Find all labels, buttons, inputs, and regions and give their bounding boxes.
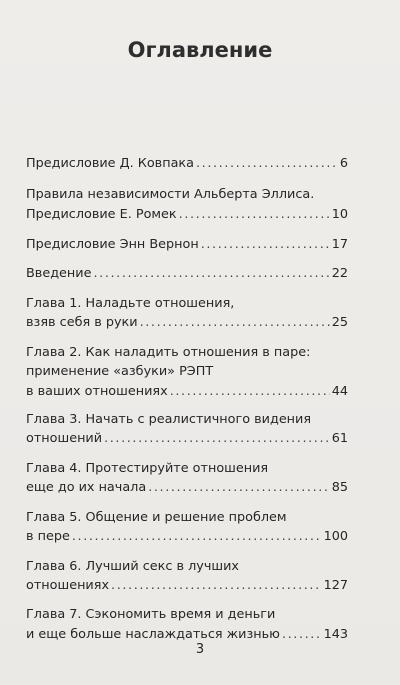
toc-entry	[26, 154, 348, 173]
toc-entry-leader-row	[26, 235, 348, 254]
toc-entry	[26, 605, 348, 644]
toc-entry-title-line: Глава 5. Общение и решение проблем	[26, 509, 287, 525]
toc-entry-leader-row	[26, 154, 348, 173]
toc-entry-title-line: отношениях	[26, 577, 110, 593]
page-title: Оглавление	[127, 38, 273, 62]
toc-entry-title-line: Глава 7. Сэкономить время и деньги	[26, 607, 276, 623]
toc-entry-leader-row	[26, 527, 348, 546]
toc-page-number: 10	[331, 206, 348, 222]
toc-entry-leader-row	[26, 205, 348, 224]
toc-entry	[26, 343, 348, 401]
dot-leader	[111, 576, 322, 595]
toc-entry	[26, 410, 348, 449]
toc-page-number: 17	[331, 237, 348, 253]
dot-leader	[201, 235, 330, 254]
toc-entry-title-line: взяв себя в руки	[26, 315, 138, 331]
toc-entry-title-line: Правила независимости Альберта Эллиса.	[26, 187, 315, 203]
toc-entry-leader-row	[26, 264, 348, 283]
toc-entry-title-line: отношений	[26, 431, 103, 447]
toc-entry	[26, 508, 348, 547]
toc-entry-title-line: в ваших отношениях	[26, 383, 168, 399]
dot-leader	[148, 478, 330, 497]
toc-entry-title-line: Глава 4. Протестируйте отношения	[26, 460, 269, 476]
toc-entry-title-line: Введение	[26, 265, 92, 281]
toc-entry-title-line: еще до их начала	[26, 480, 147, 496]
toc-entry-title-line: Глава 6. Лучший секс в лучших	[26, 558, 239, 574]
toc-entry-title-line: Глава 1. Наладьте отношения,	[26, 296, 235, 312]
toc-entry-title-line: Предисловие Энн Вернон	[26, 237, 199, 253]
toc-entry-title-line: применение «азбуки» РЭПТ	[26, 364, 214, 380]
toc-entry	[26, 459, 348, 498]
toc-entry	[26, 264, 348, 283]
toc-entry-title-line: Предисловие Д. Ковпака	[26, 156, 194, 171]
toc-page-number: 61	[331, 431, 348, 447]
toc-entry-leader-row	[26, 576, 348, 595]
toc-entry-title-line: в пере	[26, 529, 70, 545]
toc-page-number: 6	[339, 156, 348, 171]
toc-entry-leader-row	[26, 382, 348, 401]
toc-page-number: 44	[331, 383, 348, 399]
toc-page-number: 143	[323, 626, 348, 642]
toc-entry-title-line: Глава 2. Как наладить отношения в паре:	[26, 344, 311, 360]
toc-page-number: 25	[331, 315, 348, 331]
dot-leader	[196, 154, 338, 173]
toc-page-number: 22	[331, 265, 348, 281]
toc-entry-title-line: и еще больше наслаждаться жизнью	[26, 626, 280, 642]
toc-entry	[26, 294, 348, 333]
dot-leader	[72, 527, 322, 546]
toc-entry	[26, 235, 348, 254]
table-of-contents	[26, 144, 348, 644]
toc-entry	[26, 557, 348, 596]
toc-entry-title-line: Предисловие Е. Ромек	[26, 206, 177, 222]
dot-leader	[104, 429, 330, 448]
toc-entry-leader-row	[26, 478, 348, 497]
toc-entry-leader-row	[26, 429, 348, 448]
toc-page-number: 100	[323, 529, 348, 545]
dot-leader	[93, 264, 329, 283]
toc-entry-title-line: Глава 3. Начать с реалистичного видения	[26, 412, 312, 428]
toc-page-number: 85	[331, 480, 348, 496]
page-number: 3	[195, 642, 205, 657]
dot-leader	[179, 205, 330, 224]
dot-leader	[140, 313, 330, 332]
dot-leader	[170, 382, 330, 401]
toc-entry	[26, 185, 348, 224]
toc-page-number: 127	[323, 577, 348, 593]
toc-entry-leader-row	[26, 313, 348, 332]
